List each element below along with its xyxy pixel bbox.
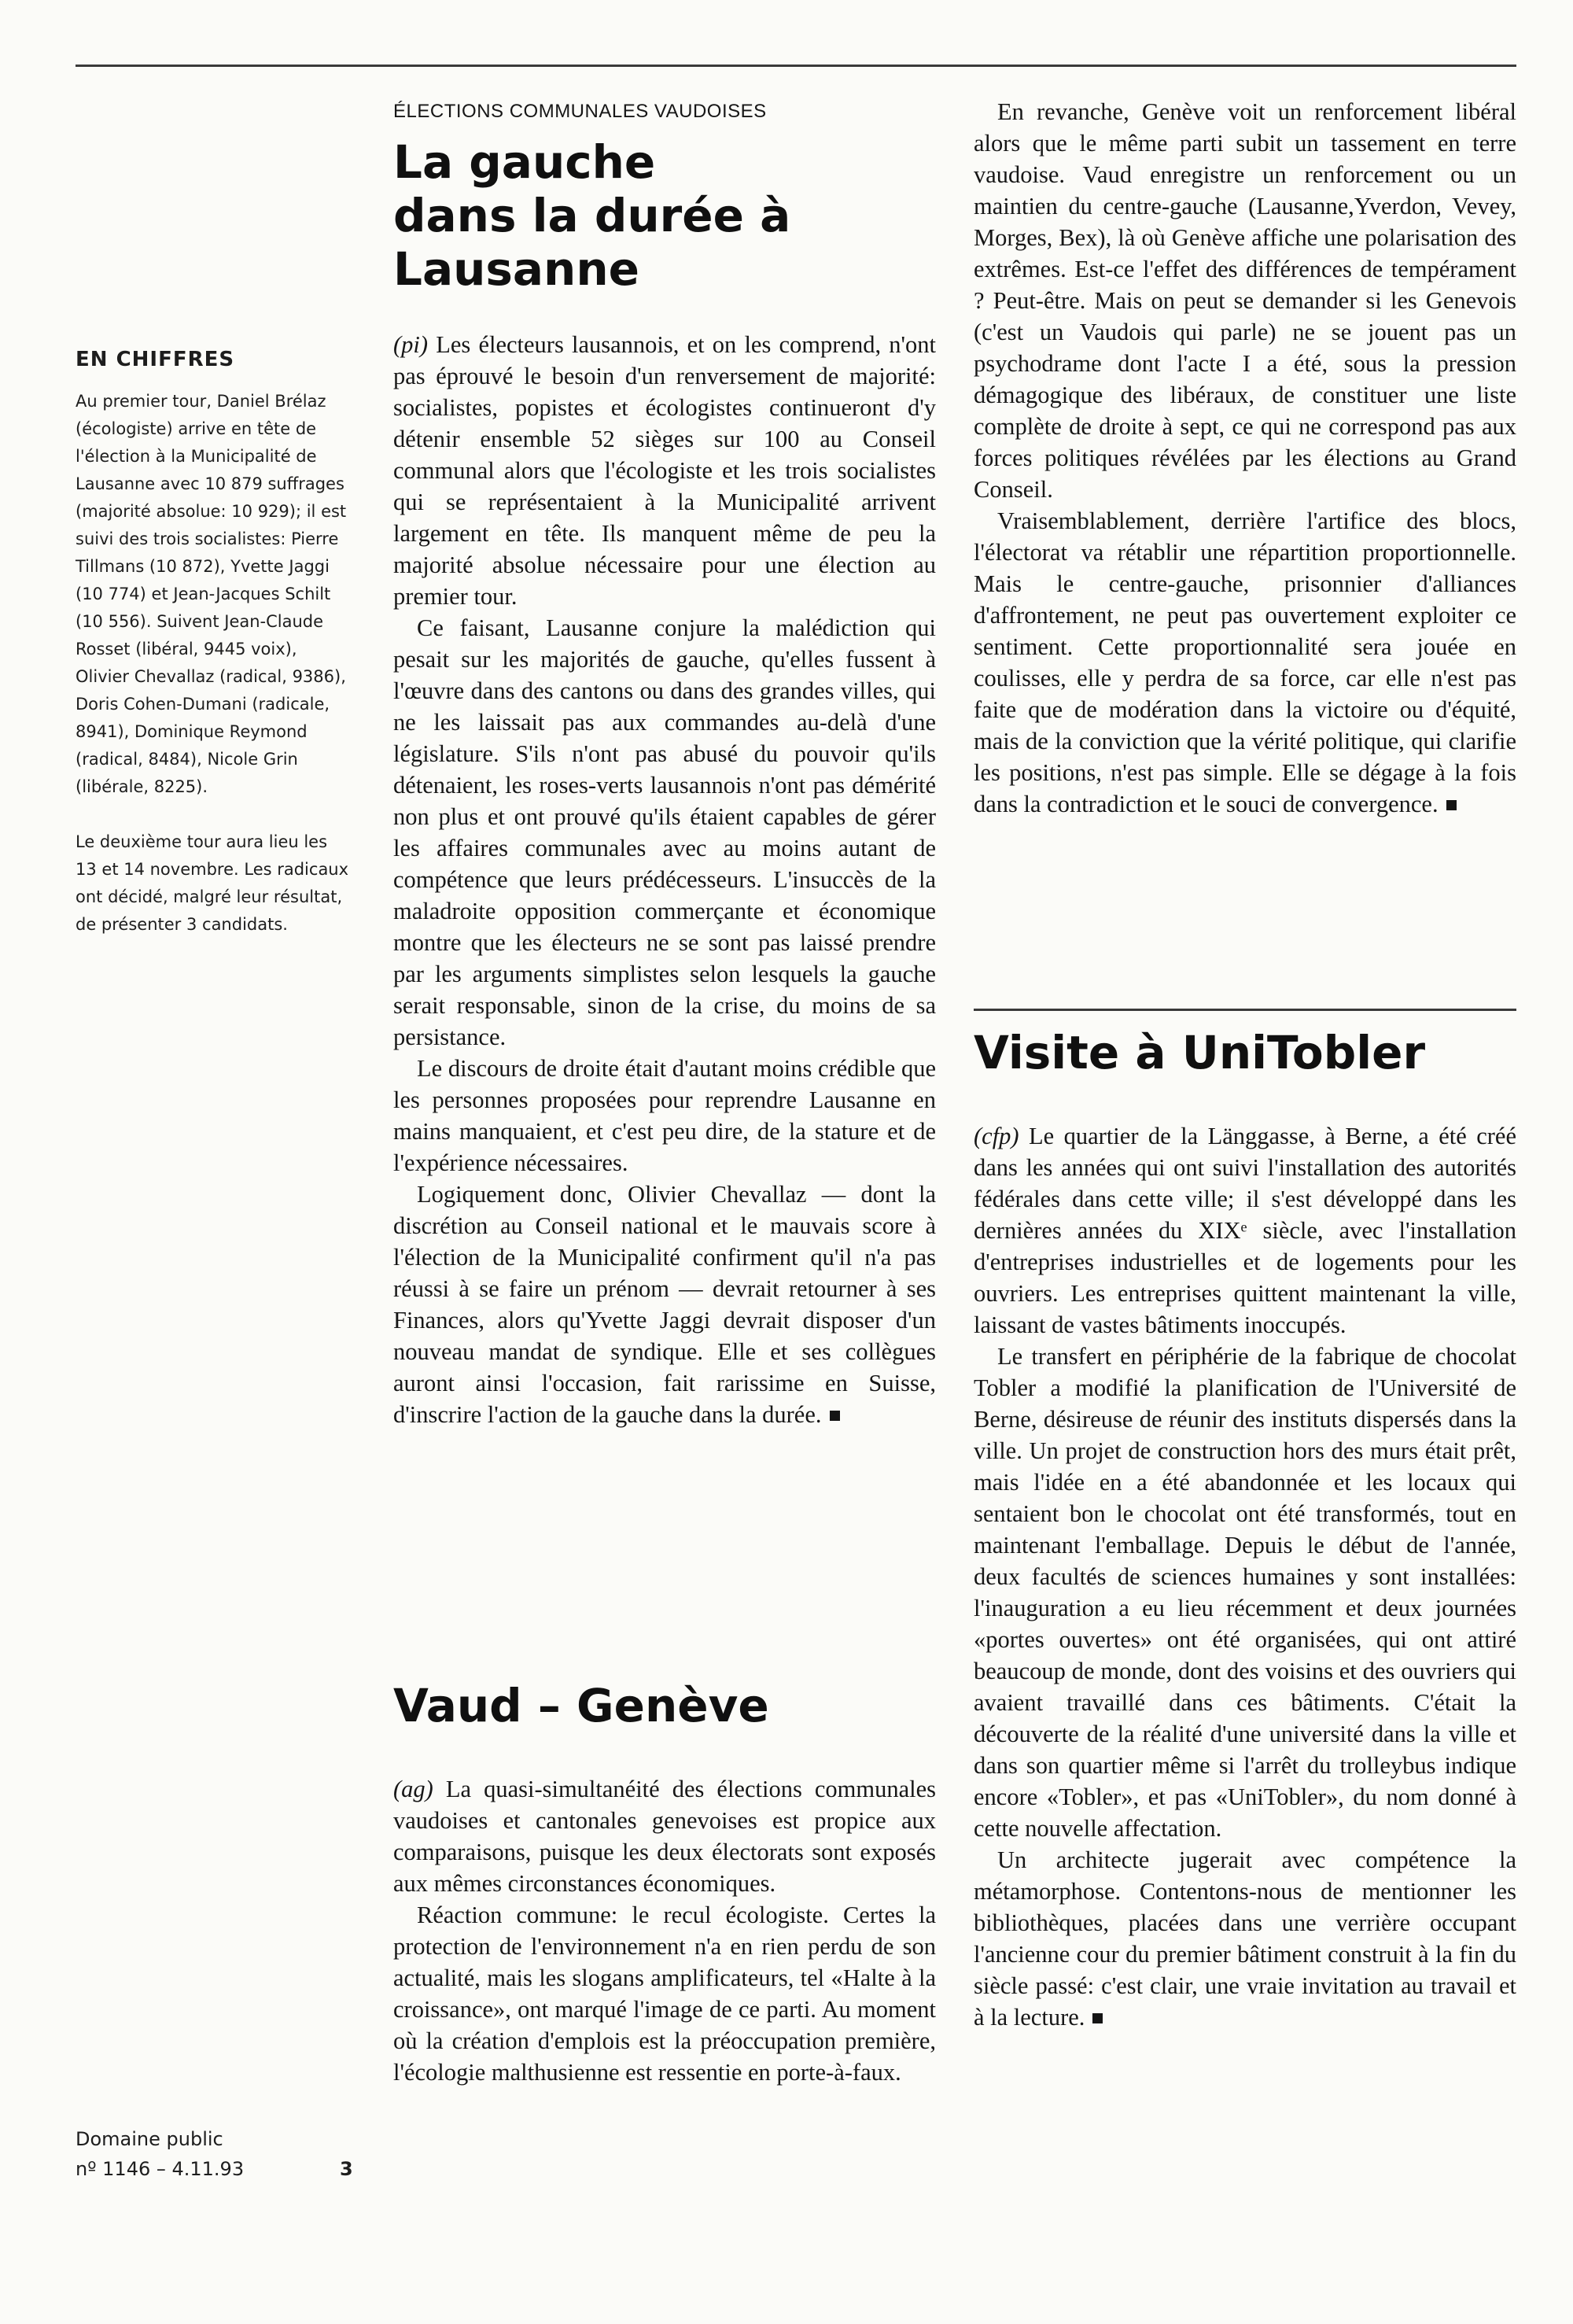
publication-name: Domaine public	[76, 2128, 223, 2150]
article-paragraph	[974, 1844, 1516, 2033]
article-vaud-geneve	[393, 1679, 936, 2088]
section-divider	[974, 1009, 1516, 1011]
article-lausanne	[393, 96, 936, 1430]
article-paragraph: Le transfert en périphérie de la fabrique de chocolat Tobler a modifié la planification de l'Université de Berne, désireuse de réunir des instituts dispersés dans la ville. Un projet de construction hors des murs était prêt, mais l'idée en a été abandonnée et les locaux qui sentaient bon le chocolat ont été transformés, tout en maintenant l'emballage. Depuis le début de l'année, deux facultés de sciences humaines y sont installées: l'inauguration a eu lieu récemment et deux journées «portes ouvertes» ont été organisées, qui ont attiré beaucoup de monde, dont des voisins et des ouvriers qui avaient travaillé dans ces bâtiments. C'était la découverte de la réalité d'une université dans la ville et dans son quartier même si l'arrêt du trolleybus indique encore «Tobler», et pas «UniTobler», du nom donné à cette nouvelle affectation.	[974, 1343, 1516, 1842]
article-byline: (cfp)	[974, 1123, 1019, 1149]
paragraph-text: Logiquement donc, Olivier Chevallaz — dont la discrétion au Conseil national et le mauvais score à l'élection de la Municipalité confirment qu'il n'a pas réussi à se faire un prénom — devrait retourner à ses Finances, alors qu'Yvette Jaggi devrait disposer d'un nouveau mandat de syndique. Elle et ses collègues auront ainsi l'occasion, fait rarissime en Suisse, d'inscrire l'action de la gauche dans la durée.	[393, 1181, 936, 1428]
headline-line: Lausanne	[393, 242, 639, 296]
paragraph-text: Vraisemblablement, derrière l'artifice des blocs, l'électorat va rétablir une répartition proportionnelle. Mais le centre-gauche, prisonnier d'alliances d'affrontement, ne peut pas ouvertement exploiter ce sentiment. Cette proportionnalité sera jouée en coulisses, elle y perdra de sa force, car elle n'est pas faite que de modération dans la victoire ou d'équité, mais de la conviction que la vérité politique, qui clarifie les positions, n'est pas simple. Elle se dégage à la fois dans la contradiction et le souci de convergence.	[974, 507, 1516, 817]
sidebar-second-round-text: Le deuxième tour aura lieu les 13 et 14 novembre. Les radicaux ont décidé, malgré leur résultat, de présenter 3 candidats.	[76, 832, 349, 934]
article-headline: Vaud – Genève	[393, 1679, 769, 1732]
headline-line: La gauche	[393, 135, 656, 189]
article-paragraph	[393, 1773, 936, 1899]
article-kicker: ÉLECTIONS COMMUNALES VAUDOISES	[393, 101, 767, 122]
article-byline: (ag)	[393, 1776, 433, 1802]
article-headline: Visite à UniTobler	[974, 1026, 1426, 1079]
page-number: 3	[340, 2158, 353, 2180]
article-vaud-geneve-continued	[974, 96, 1516, 820]
article-paragraph: Le discours de droite était d'autant moins crédible que les personnes proposées pour reprendre Lausanne en mains manquaient, et c'est peu dire, de la stature et de l'expérience nécessaires.	[393, 1055, 936, 1176]
issue-date: nº 1146 – 4.11.93	[76, 2158, 245, 2180]
paragraph-text: Les électeurs lausannois, et on les comprend, n'ont pas éprouvé le besoin d'un renversement de majorité: socialistes, popistes et écologistes continueront d'y détenir ensemble 52 sièges sur 100 au Conseil communal alors que l'écologiste et les trois socialistes qui se représentaient à la Municipalité arrivent largement en tête. Ils manquent même de peu la majorité absolue nécessaire pour une élection au premier tour.	[393, 331, 936, 610]
page-footer	[76, 2124, 374, 2184]
article-paragraph	[974, 505, 1516, 820]
paragraph-text: Le quartier de la Länggasse, à Berne, a été créé dans les années qui ont suivi l'installation des autorités fédérales dans cette ville; il s'est développé dans les dernières années du XIXᵉ siècle, avec l'installation d'entreprises industrielles et de logements pour les ouvriers. Les entreprises quittent maintenant la ville, laissant de vastes bâtiments inoccupés.	[974, 1123, 1516, 1338]
article-byline: (pi)	[393, 331, 429, 358]
sidebar-en-chiffres	[76, 346, 352, 966]
article-paragraph	[393, 329, 936, 612]
article-headline	[393, 135, 936, 296]
article-paragraph	[974, 1120, 1516, 1341]
article-paragraph: Réaction commune: le recul écologiste. Certes la protection de l'environnement n'a en rien perdu de son actualité, mais les slogans amplificateurs, tel «Halte à la croissance», ont marqué l'image de ce parti. Au moment où la création d'emplois est la préoccupation première, l'écologie malthusienne est ressentie en porte-à-faux.	[393, 1902, 936, 2086]
top-rule	[76, 65, 1516, 67]
article-unitobler	[974, 1026, 1516, 2033]
article-paragraph: En revanche, Genève voit un renforcement libéral alors que le même parti subit un tassement en terre vaudoise. Vaud enregistre un renforcement ou un maintien du centre-gauche (Lausanne,Yverdon, Vevey, Morges, Bex), là où Genève affiche une polarisation des extrêmes. Est-ce l'effet des différences de tempérament ? Peut-être. Mais on peut se demander si les Genevois (c'est un Vaudois qui parle) ne se jouent pas un psychodrame dont l'acte I a été, sous la pression démagogique des libéraux, de constituer une liste complète de droite à sept, ce qui ne correspond pas aux forces politiques révélées par les élections au Grand Conseil.	[974, 98, 1516, 503]
article-paragraph	[393, 1179, 936, 1430]
paragraph-text: La quasi-simultanéité des élections communales vaudoises et cantonales genevoises est propice aux comparaisons, puisque les deux électorats sont exposés aux mêmes circonstances économiques.	[393, 1776, 937, 1897]
paragraph-text: Un architecte jugerait avec compétence la métamorphose. Contentons-nous de mentionner les bibliothèques, placées dans une verrière occupant l'ancienne cour du premier bâtiment construit à la fin du siècle passé: c'est clair, une vraie invitation au travail et à la lecture.	[974, 1846, 1516, 2031]
headline-line: dans la durée à	[393, 189, 791, 242]
end-of-article-mark	[1092, 2013, 1103, 2023]
end-of-article-mark	[830, 1411, 840, 1421]
end-of-article-mark	[1446, 800, 1457, 810]
sidebar-results-text: Au premier tour, Daniel Brélaz (écologiste) arrive en tête de l'élection à la Municipalité de Lausanne avec 10 879 suffrages (majorité absolue: 10 929); il est suivi des trois socialistes: Pierre Tillmans (10 872), Yvette Jaggi (10 774) et Jean-Jacques Schilt (10 556). Suivent Jean-Claude Rosset (libéral, 9445 voix), Olivier Chevallaz (radical, 9386), Doris Cohen-Dumani (radicale, 8941), Dominique Reymond (radical, 8484), Nicole Grin (libérale, 8225).	[76, 392, 347, 796]
article-paragraph: Ce faisant, Lausanne conjure la malédiction qui pesait sur les majorités de gauche, qu'elles fussent à l'œuvre dans des cantons ou dans des grandes villes, qui ne les laissait pas aux commandes au-delà d'une législature. S'ils n'ont pas abusé du pouvoir qu'ils détenaient, les roses-verts lausannois n'ont pas démérité non plus et ont prouvé qu'ils étaient capables de gérer les affaires communales avec au moins autant de compétence que leurs prédécesseurs. L'insuccès de la maladroite opposition commerçante et économique montre que les électeurs ne se sont pas laissé prendre par les arguments simplistes selon lesquels la gauche serait responsable, sinon de la crise, du moins de sa persistance.	[393, 614, 936, 1050]
sidebar-heading: EN CHIFFRES	[76, 348, 235, 371]
